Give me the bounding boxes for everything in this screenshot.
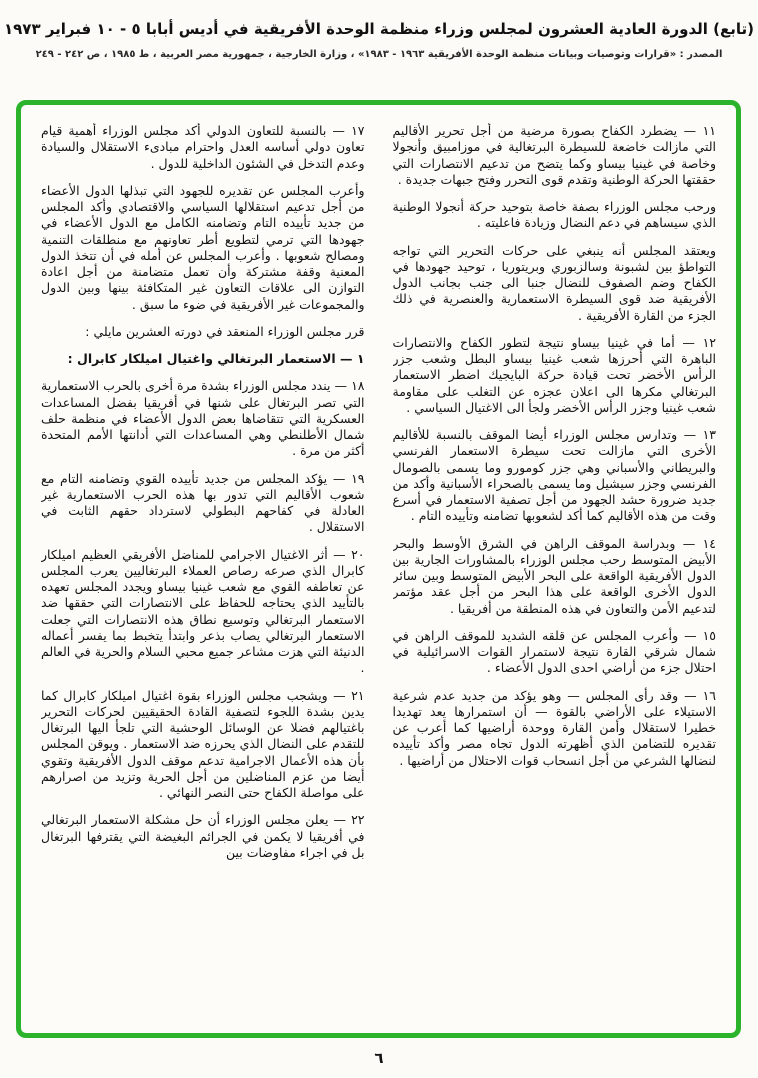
section-heading: ١ — الاستعمار البرتغالي واغتيال اميلكار كابرال : xyxy=(67,351,365,366)
document-frame xyxy=(16,100,741,1038)
page-title: (تابع) الدورة العادية العشرون لمجلس وزراء منظمة الوحدة الأفريقية في أديس أبابا ٥ - ١٠ فبراير ١٩٧٣ xyxy=(4,20,754,38)
paragraph-11b: ورحب مجلس الوزراء بصفة خاصة بتوحيد حركة أنجولا الوطنية الذي سيساهم في دعم النضال وزيادة فاعليته . xyxy=(392,199,716,231)
paragraph-17b: وأعرب المجلس عن تقديره للجهود التي تبذلها الدول الأعضاء من أجل تدعيم استقلالها السياسي والاقتصادي وأكد المجلس من جديد تأييده التام وتضامنه الكامل مع الدول الأعضاء في جهودها التي ترمي لتطويع أطر تعاونهم مع منطلقات التنمية ومصالح شعوبها . وأعرب المجلس عن أمله في أن تتخذ الدول المعنية وقفة مشتركة وأن تعمل متضامنة من أجل اعادة التوازن الى علاقات التعاون غير المتكافئة بينها وبين الدول والمجموعات غير الأفريقية في ضوء ما سبق . xyxy=(41,182,365,312)
source-line: المصدر : «قرارات وتوصيات وبيانات منظمة الوحدة الأفريقية ١٩٦٣ - ١٩٨٣» ، وزارة الخارجية ، جمهورية مصر العربية ، ط ١٩٨٥ ، ص ٢٤٢ - ٢٤٩ xyxy=(35,49,723,60)
decision-intro: قرر مجلس الوزراء المنعقد في دورته العشرين مايلي : xyxy=(85,323,365,339)
paragraph-19: ١٩ — يؤكد المجلس من جديد تأييده القوي وتضامنه التام مع شعوب الأقاليم التي تدور بها هذه الحرب الاستعمارية غير العادلة في كفاحهم البطولي لاسترداد حقهم الثابت في الاستقلال . xyxy=(41,470,365,535)
right-column xyxy=(393,123,717,1019)
paragraph-16: ١٦ — وقد رأى المجلس — وهو يؤكد من جديد عدم شرعية الاستيلاء على الأراضي بالقوة — أن استمرارها يعد تهديدا خطيرا لاستقلال وأمن القارة ووحدة أراضيها كما أعرب عن تقديره للتضامن الذي أظهرته الدول تجاه مصر وأكد تأييده لنضالها الشرعي من أجل انسحاب قوات الاحتلال من أراضيها . xyxy=(392,687,716,768)
paragraph-22: ٢٢ — يعلن مجلس الوزراء أن حل مشكلة الاستعمار البرتغالي في أفريقيا لا يكمن في الجرائم البغيضة التي يقترفها البرتغال بل في اجراء مفاوضات بين xyxy=(41,812,365,860)
paragraph-11: ١١ — يضطرد الكفاح بصورة مرضية من أجل تحرير الأقاليم التي مازالت خاضعة للسيطرة البرتغالية في موزامبيق وأنجولا وخاصة في غينيا بيساو وكما يتضح من تدعيم الانتصارات التي حققتها الحركة الوطنية وتقدم قوى التحرر وفتح جبهات جديدة . xyxy=(392,123,716,187)
paragraph-14: ١٤ — وبدراسة الموقف الراهن في الشرق الأوسط والبحر الأبيض المتوسط رحب مجلس الوزراء بالمشاورات الجارية بين الدول الأفريقية الواقعة على البحر الأبيض المتوسط وبين سائر الدول الأخرى الواقعة على هذا البحر من أجل عقد مؤتمر لتدعيم الأمن والتعاون في هذه المنطقة من أفريقيا . xyxy=(392,535,716,616)
paragraph-11c: ويعتقد المجلس أنه ينبغي على حركات التحرير التي تواجه التواطؤ بين لشبونة وسالزبوري وبريتوريا ، توحيد جهودها في الكفاح وضم الصفوف للنضال جنبا الى جنب بجانب الدول الأفريقية ضد قوى السيطرة الاستعمارية والعنصرية في ذلك الجزء من القارة الأفريقية . xyxy=(392,242,716,323)
paragraph-12: ١٢ — أما في غينيا بيساو نتيجة لتطور الكفاح والانتصارات الباهرة التي أحرزها شعب غينيا بيساو البطل وشعب جزر الرأس الأخضر تحت قيادة حركة البايجيك اضطر الاستعمار البرتغالي مكرها الى اعلان عجزه عن التغلب على مقاومة شعب غينيا وجزر الرأس الأخضر ولجأ الى الاغتيال السياسي . xyxy=(392,334,716,415)
paragraph-13: ١٣ — وتدارس مجلس الوزراء أيضا الموقف بالنسبة للأقاليم الأخرى التي مازالت تحت سيطرة الاستعمار الفرنسي والبريطاني والأسباني وهي جزر كومورو وما يسمى بالصومال الفرنسي وجزر سيشيل وما يسمى بالصحراء الأسبانية وأكد من جديد ضرورة حشد الجهود من أجل تصفية الاستعمار في أسرع وقت من هذه الأقاليم كما أكد لشعوبها تضامنه وتأييده التام . xyxy=(392,427,716,524)
paragraph-21: ٢١ — ويشجب مجلس الوزراء بقوة اغتيال اميلكار كابرال كما يدين بشدة اللجوء لتصفية القادة الحقيقيين لحركات التحرير باغتيالهم فضلا عن الوسائل الوحشية التي تلجأ اليها البرتغال للتقدم على النضال الذي يحرزه ضد الاستعمار . ويوقن المجلس بأن هذه الأعمال الاجرامية تدعم موقف الدول الأفريقية وتقوي أيضا من عزم المناضلين من أجل الحرية وتزيد من اصرارهم على مواصلة الكفاح حتى النصر النهائي . xyxy=(41,687,365,800)
paragraph-15: ١٥ — وأعرب المجلس عن قلقه الشديد للموقف الراهن في شمال شرقي القارة نتيجة لاستمرار القوات الاسرائيلية في احتلال جزء من أراضي احدى الدول الأعضاء . xyxy=(392,627,716,676)
two-column-layout xyxy=(41,123,716,1019)
left-column xyxy=(41,123,365,1019)
paragraph-18: ١٨ — يندد مجلس الوزراء بشدة مرة أخرى بالحرب الاستعمارية التي تصر البرتغال على شنها في أفريقيا بفضل المساعدات العسكرية التي تتقاضاها بعض الدول الأعضاء في منظمة حلف شمال الأطلنطي وهي المساعدات التي أدانتها الأمم المتحدة أكثر من مرة . xyxy=(41,378,365,459)
paragraph-17: ١٧ — بالنسبة للتعاون الدولي أكد مجلس الوزراء أهمية قيام تعاون دولي أساسه العدل واحترام مبادىء الاستقلال والسيادة وعدم التدخل في الشئون الداخلية للدول . xyxy=(41,123,365,171)
page-number: ٦ xyxy=(374,1049,384,1067)
paragraph-20: ٢٠ — أثر الاغتيال الاجرامي للمناضل الأفريقي العظيم اميلكار كابرال الذي صرعه رصاص العملاء البرتغاليين يعرب المجلس عن تعاطفه القوي مع شعب غينيا بيساو ويجدد المجلس تعهده بالتأييد الذي يحتاجه للحفاظ على الانتصارات التي حققها ضد الاستعمار البرتغالي وتوسيع نطاق هذه الانتصارات التي جعلت الاستعمار البرتغالي يصاب بذعر وابتدأ يتخبط بما يفسر أعماله الدنيئة التي هزت مشاعر جميع محبي السلام والحرية في العالم . xyxy=(41,546,365,676)
document-header xyxy=(0,0,758,60)
